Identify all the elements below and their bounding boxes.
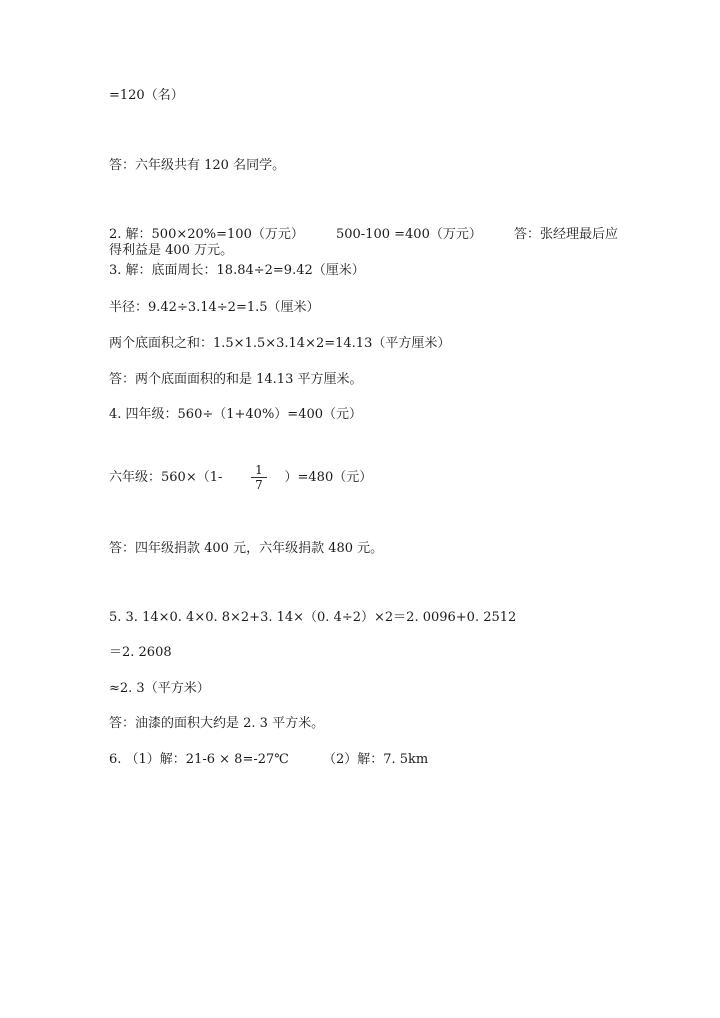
problem-3-radius: 半径：9.42÷3.14÷2=1.5（厘米） (109, 300, 320, 315)
line-total-students: =120（名） (109, 88, 184, 103)
problem-6-part-1: 6. （1）解：21-6 × 8=-27℃ (109, 752, 289, 767)
problem-2-step-1: 2. 解：500×20%=100（万元） (109, 227, 304, 242)
problem-3-base-area-sum: 两个底面积之和：1.5×1.5×3.14×2=14.13（平方厘米） (109, 336, 451, 351)
fraction-one-seventh (251, 463, 267, 492)
problem-5-answer: 答：油漆的面积大约是 2. 3 平方米。 (109, 716, 325, 731)
problem-2-step-2: 500-100 =400（万元） (335, 227, 482, 242)
problem-6-line (109, 752, 428, 768)
problem-2-answer-start: 答：张经理最后应 (513, 227, 618, 242)
problem-5-calculation: 5. 3. 14×0. 4×0. 8×2+3. 14×（0. 4÷2）×2＝2. 0096+0. 2512 (109, 610, 517, 625)
problem-4-answer: 答：四年级捐款 400 元，六年级捐款 480 元。 (109, 541, 384, 556)
fraction-denominator: 7 (255, 478, 263, 492)
problem-3-base-perimeter: 3. 解：底面周长：18.84÷2=9.42（厘米） (109, 263, 365, 278)
answer-sixth-grade-students: 答：六年级共有 120 名同学。 (109, 158, 286, 173)
problem-4-sixth-grade-start: 六年级：560×（1- (109, 470, 223, 485)
problem-2-line (109, 227, 618, 243)
problem-4-sixth-grade (109, 470, 372, 486)
problem-6-part-2: （2）解：7. 5km (322, 752, 429, 767)
problem-5-result: ＝2. 2608 (109, 645, 172, 660)
problem-5-approx: ≈2. 3（平方米） (109, 681, 210, 696)
problem-4-sixth-grade-end: ）=480（元） (284, 470, 373, 485)
problem-4-fourth-grade: 4. 四年级：560÷（1+40%）=400（元） (109, 407, 363, 422)
problem-3-answer: 答：两个底面面积的和是 14.13 平方厘米。 (109, 372, 363, 387)
problem-2-answer-end: 得利益是 400 万元。 (109, 243, 234, 258)
fraction-numerator: 1 (251, 463, 267, 478)
